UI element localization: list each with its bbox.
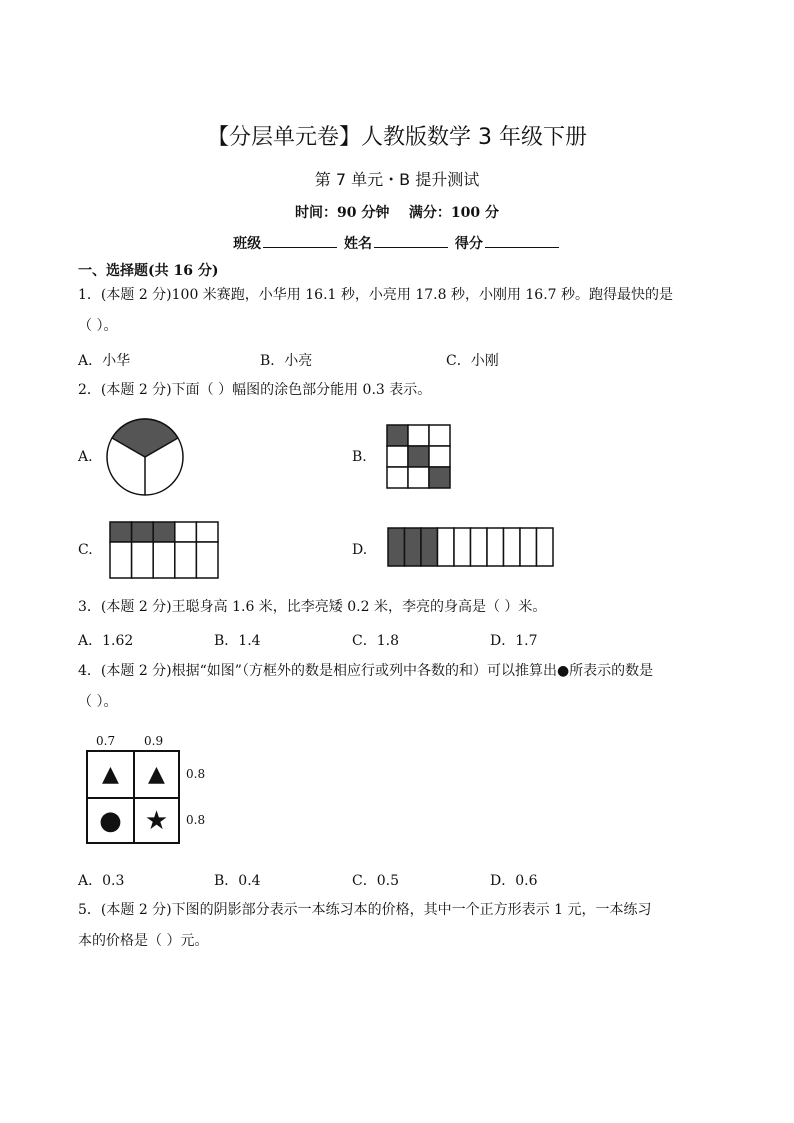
grid-3x3-figure (386, 424, 453, 491)
time-score-line (0, 202, 794, 222)
question-5-line2: 本的价格是（ ）元。 (78, 933, 209, 949)
strip-cell (487, 528, 504, 566)
q3-option-a: A．1.62 (78, 633, 134, 649)
section-title: 一、选择题(共 16 分) (78, 263, 219, 279)
class-label: 班级 (233, 236, 262, 252)
q4-option-b: B．0.4 (214, 873, 261, 889)
grid3-cell (408, 467, 429, 488)
q2-option-b: B. (352, 449, 367, 465)
grid2x5-cell (153, 542, 175, 578)
strip-figure (387, 527, 555, 568)
grid2x5-cell (196, 542, 218, 578)
grid2x5-cell (132, 542, 154, 578)
q4-option-c: C．0.5 (352, 873, 399, 889)
grade-blank (485, 233, 559, 248)
strip-cell (388, 528, 405, 566)
grid2x5-cell (110, 522, 132, 542)
grid-2x5-figure (109, 521, 220, 579)
strip-cell (520, 528, 537, 566)
q1-option-a: A．小华 (78, 353, 131, 369)
strip-cell (438, 528, 455, 566)
grid3-cell (408, 425, 429, 446)
strip-cell (471, 528, 488, 566)
strip-cell (454, 528, 471, 566)
grid3-cell (408, 446, 429, 467)
question-1-line1: 1．(本题 2 分)100 米赛跑，小华用 16.1 秒，小亮用 17.8 秒，小刚用 16.7 秒。跑得最快的是 (78, 287, 674, 303)
question-2-line1: 2．(本题 2 分)下面（ ）幅图的涂色部分能用 0.3 表示。 (78, 382, 432, 398)
q3-option-c: C．1.8 (352, 633, 399, 649)
q1-option-b: B．小亮 (260, 353, 313, 369)
q2-option-c: C. (78, 542, 93, 558)
q1-option-c: C．小刚 (446, 353, 499, 369)
strip-cell (405, 528, 422, 566)
name-blank (374, 233, 448, 248)
question-4-line1: 4．(本题 2 分)根据“如图”（方框外的数是相应行或列中各数的和）可以推算出●所表示的数是 (78, 663, 654, 679)
grid2x5-cell (175, 522, 197, 542)
grid2x5-cell (153, 522, 175, 542)
star-cell: ★ (144, 805, 169, 836)
time-text: 时间：90 分钟 (295, 205, 390, 221)
grid3-cell (429, 425, 450, 446)
class-blank (263, 233, 337, 248)
page-subtitle: 第 7 单元・B 提升测试 (314, 170, 480, 189)
q2-option-d: D. (352, 542, 368, 558)
grid3-cell (387, 446, 408, 467)
q3-option-b: B．1.4 (214, 633, 261, 649)
page-title: 【分层单元卷】人教版数学 3 年级下册 (207, 125, 587, 150)
name-label: 姓名 (344, 236, 372, 252)
grid3-cell (387, 467, 408, 488)
circle-cell: ● (99, 805, 122, 836)
grid2x5-cell (110, 542, 132, 578)
strip-cell (537, 528, 554, 566)
student-info-line (0, 233, 794, 253)
circle-figure (105, 417, 185, 497)
grade-label: 得分 (454, 236, 483, 252)
q4-option-d: D．0.6 (490, 873, 538, 889)
strip-cell (421, 528, 438, 566)
q2-option-a: A. (78, 449, 93, 465)
score-text: 满分：100 分 (408, 205, 499, 221)
grid2x5-cell (175, 542, 197, 578)
question-4-line2: （ ）。 (78, 694, 118, 710)
grid3-cell (429, 467, 450, 488)
q3-option-d: D．1.7 (490, 633, 538, 649)
strip-cell (504, 528, 521, 566)
grid3-cell (387, 425, 408, 446)
row-sum-1: 0.8 (186, 767, 206, 781)
q4-option-a: A．0.3 (78, 873, 125, 889)
grid2x5-cell (132, 522, 154, 542)
question-3-line1: 3．(本题 2 分)王聪身高 1.6 米，比李亮矮 0.2 米，李亮的身高是（ ）米。 (78, 599, 547, 615)
col-sum-2: 0.9 (144, 734, 164, 748)
sum-grid (86, 750, 180, 844)
triangle-cell-1: ▲ (102, 762, 119, 787)
grid3-cell (429, 446, 450, 467)
col-sum-1: 0.7 (96, 734, 116, 748)
row-sum-2: 0.8 (186, 813, 206, 827)
question-5-line1: 5．(本题 2 分)下图的阴影部分表示一本练习本的价格，其中一个正方形表示 1 元，一本练习 (78, 902, 652, 918)
triangle-cell-2: ▲ (148, 762, 165, 787)
grid2x5-cell (196, 522, 218, 542)
question-1-line2: （ ）。 (78, 318, 118, 334)
